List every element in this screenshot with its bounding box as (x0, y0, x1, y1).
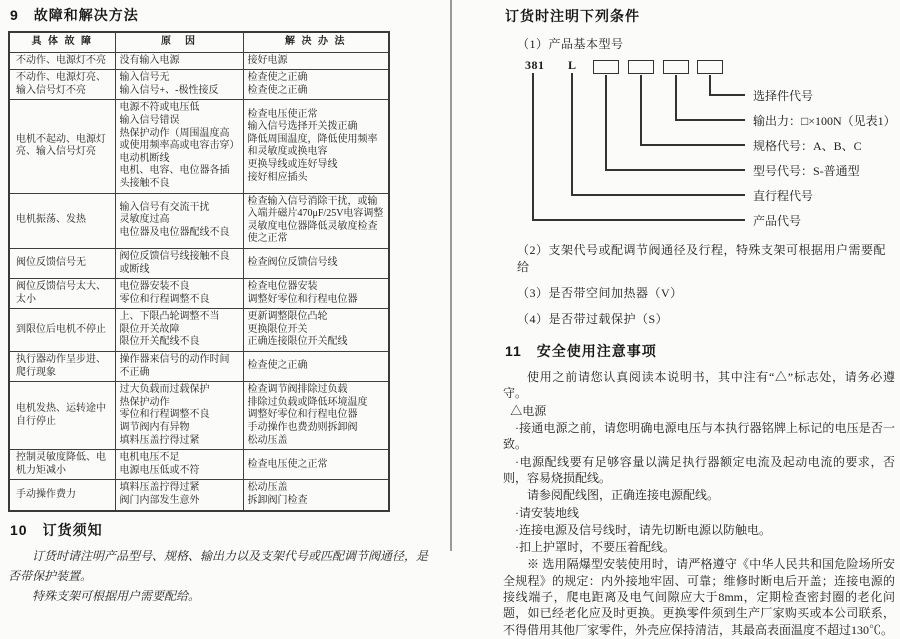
cell-fault: 到限位后电机不停止 (9, 309, 115, 352)
safety-paragraph: 请参阅配线图，正确连接电源配线。 (527, 488, 720, 503)
cell-causes: 电机电压不足 电源电压低或不符 (115, 450, 243, 480)
ordering-item-2: （2）支架代号或配调节阀通径及行程，特殊支架可根据用户需要配给 (517, 243, 887, 274)
left-page (8, 3, 436, 607)
cell-fault: 控制灵敏度降低、电机力矩减小 (9, 450, 115, 480)
cell-causes: 输入信号无 输入信号+、-极性接反 (115, 70, 243, 100)
safety-paragraph: ·请安装地线 (515, 505, 579, 520)
cell-causes: 阀位反馈信号线接触不良或断线 (115, 248, 243, 278)
table-row (9, 480, 389, 511)
ordering-item-1: （1）产品基本型号 (517, 37, 624, 51)
diagram-line (571, 73, 573, 194)
safety-paragraph: △电源 (510, 403, 547, 418)
diagram-label-spec-code: 规格代号：A、B、C (753, 139, 862, 153)
cell-causes: 过大负载而过载保护 热保护动作 零位和行程调整不良 调节阀内有异物 填料压盖拧得过紧 (115, 382, 243, 450)
ordering-notes-paragraph: 订货时请注明产品型号、规格、输出力以及支架代号或匹配调节阀通径，是否带保护装置。 (8, 548, 429, 583)
cell-fault: 电机不起动、电源灯亮、输入信号灯亮 (9, 100, 115, 193)
model-code-prefix: 381 (525, 58, 545, 72)
model-code-box (663, 60, 689, 74)
cell-fault: 执行器动作呈步进、爬行现象 (9, 352, 115, 382)
cell-fault: 不动作、电源灯亮、输入信号灯不亮 (9, 70, 115, 100)
diagram-line (640, 144, 745, 146)
diagram-line (605, 75, 607, 169)
cell-causes: 没有输入电源 (115, 52, 243, 70)
diagram-line (532, 219, 745, 221)
fault-table-header-row (9, 32, 389, 52)
cell-solutions: 检查输入信号消除干扰，或输入端并磁片470μF/25V电容调整灵敏度电位器降低灵敏度检查使之正常 (243, 193, 389, 248)
diagram-line (640, 75, 642, 144)
diagram-line (709, 94, 745, 96)
cell-causes: 填料压盖拧得过紧 阀门内部发生意外 (115, 480, 243, 511)
table-row (9, 248, 389, 278)
column-header-solution: 解 决 办 法 (243, 32, 389, 52)
cell-solutions: 接好电源 (243, 52, 389, 70)
ordering-item-4: （4）是否带过载保护（S） (517, 312, 669, 326)
model-code-box (593, 60, 619, 74)
safety-paragraphs (503, 369, 895, 638)
cell-causes: 输入信号有交流干扰 灵敏度过高 电位器及电位器配线不良 (115, 193, 243, 248)
safety-paragraph: ·接通电源之前，请您明确电源电压与本执行器铭牌上标记的电压是否一致。 (503, 420, 895, 452)
column-header-cause: 原 因 (115, 32, 243, 52)
diagram-label-output-force: 输出力：□×100N（见表1） (753, 114, 896, 128)
safety-paragraph: 使用之前请您认真阅读本说明书，其中注有“△”标志处，请务必遵守。 (503, 370, 895, 401)
model-code-diagram (503, 58, 895, 232)
safety-paragraph: ·电源配线要有足够容量以满足执行器额定电流及起动电流的要求，否则，容易烧损配线。 (503, 454, 895, 485)
safety-paragraph: ※ 选用隔爆型安装使用时，请严格遵守《中华人民共和国危险场所安全规程》的规定：内外接地牢固、可靠；维修时断电后开盖；连接电源的接线端子，爬电距离及电气间隙应大于8mm，定期检查密封圈的老化问题，如已经老化应及时更换。更换零件须到生产厂家购买或本公司联系，不得借用其他厂家零件，外壳应保持清洁，其最高表面温度不超过130℃。 (503, 557, 895, 637)
diagram-line (675, 75, 677, 119)
table-row (9, 193, 389, 248)
diagram-line (571, 194, 745, 196)
cell-solutions: 检查调节阀排除过负载 排除过负载或降低环境温度 调整好零位和行程电位器 手动操作也费劲则拆卸阀 松动压盖 (243, 382, 389, 450)
fault-table-head (9, 32, 389, 52)
cell-solutions: 更新调整限位凸轮 更换限位开关 正确连接限位开关配线 (243, 309, 389, 352)
cell-fault: 不动作、电源灯不亮 (9, 52, 115, 70)
ordering-item-3: （3）是否带空间加热器（V） (517, 286, 683, 300)
safety-paragraph: ·扣上护罩时，不要压着配线。 (515, 540, 675, 555)
diagram-line (675, 119, 745, 121)
cell-fault: 阀位反馈信号太大、太小 (9, 279, 115, 309)
cell-solutions: 检查电压使正常 输入信号选择开关拨正确 降低周围温度，降低使用频率和灵敏度或换电容 更换导线或连好导线 接好相应插头 (243, 100, 389, 193)
table-row (9, 352, 389, 382)
fault-table (8, 31, 390, 512)
cell-causes: 操作器来信号的动作时间不正确 (115, 352, 243, 382)
table-row (9, 279, 389, 309)
table-row (9, 450, 389, 480)
diagram-label-stroke-code: 直行程代号 (753, 189, 814, 203)
cell-solutions: 松动压盖 拆卸阀门检查 (243, 480, 389, 511)
cell-solutions: 检查电位器安装 调整好零位和行程电位器 (243, 279, 389, 309)
cell-fault: 手动操作费力 (9, 480, 115, 511)
table-row (9, 100, 389, 193)
cell-solutions: 检查使之正确 检查使之正确 (243, 70, 389, 100)
column-header-fault: 具 体 故 障 (9, 32, 115, 52)
safety-paragraph: ·连接电源及信号线时，请先切断电源以防触电。 (515, 522, 771, 537)
model-code-box (697, 60, 723, 74)
model-code-box (628, 60, 654, 74)
cell-solutions: 检查阀位反馈信号线 (243, 248, 389, 278)
table-row (9, 52, 389, 70)
ordering-conditions-heading: 订货时注明下列条件 (505, 8, 640, 24)
diagram-label-product-code: 产品代号 (753, 214, 802, 228)
cell-fault: 电机振荡、发热 (9, 193, 115, 248)
ordering-notes-paragraph: 特殊支架可根据用户需要配给。 (32, 589, 201, 604)
section11-heading: 11 安全使用注意事项 (505, 343, 657, 359)
cell-causes: 上、下限凸轮调整不当 限位开关故障 限位开关配线不良 (115, 309, 243, 352)
diagram-label-option-code: 选择件代号 (753, 89, 814, 103)
table-row (9, 382, 389, 450)
diagram-line (605, 169, 745, 171)
diagram-line (532, 73, 534, 219)
section10-heading: 10 订货须知 (10, 521, 103, 538)
cell-fault: 阀位反馈信号无 (9, 248, 115, 278)
cell-fault: 电机发热、运转途中自行停止 (9, 382, 115, 450)
cell-solutions: 检查使之正确 (243, 352, 389, 382)
cell-causes: 电位器安装不良 零位和行程调整不良 (115, 279, 243, 309)
right-page (503, 4, 895, 639)
fault-table-body (9, 52, 389, 511)
model-code-letter: L (568, 58, 577, 72)
table-row (9, 309, 389, 352)
cell-solutions: 检查电压使之正常 (243, 450, 389, 480)
diagram-line (709, 75, 711, 94)
ordering-notes-paragraphs (8, 546, 436, 607)
section9-heading: 9 故障和解决方法 (10, 7, 139, 23)
page-divider (450, 0, 452, 551)
cell-causes: 电源不符或电压低 输入信号错误 热保护动作（周围温度高或使用频率高或电容击穿） 电动机断线 电机、电容、电位器各插头接触不良 (115, 100, 243, 193)
diagram-label-type-code: 型号代号：S-普通型 (753, 164, 860, 178)
table-row (9, 70, 389, 100)
